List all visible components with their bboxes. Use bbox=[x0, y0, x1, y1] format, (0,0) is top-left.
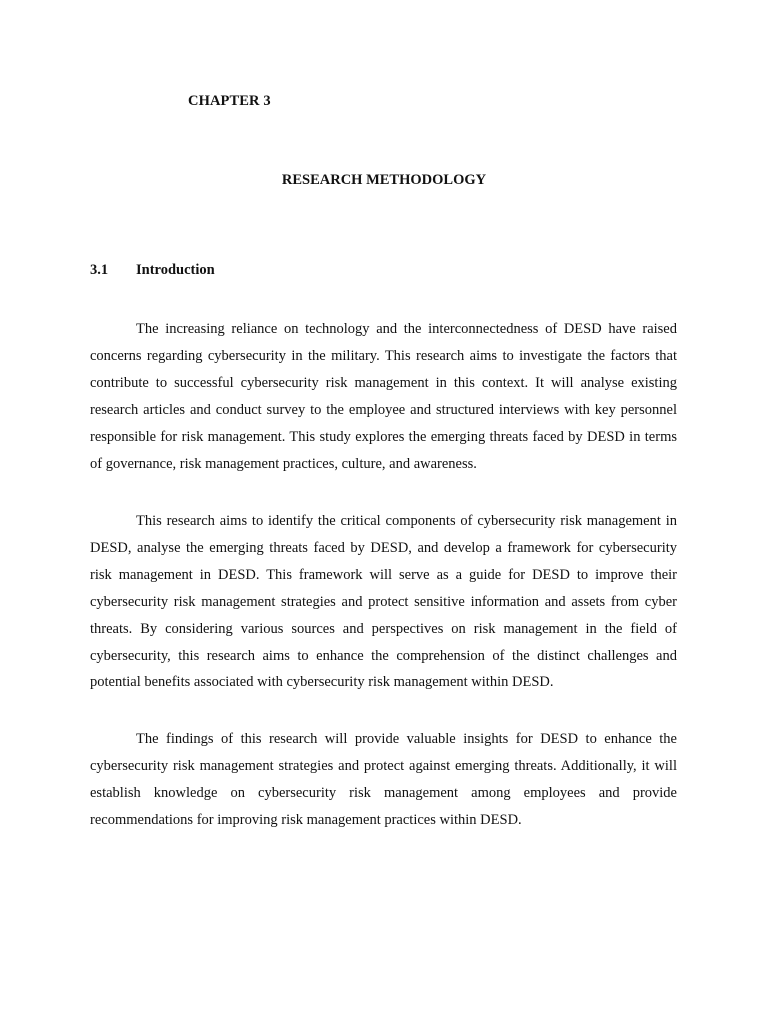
paragraph-1: The increasing reliance on technology and the interconnectedness of DESD have raised concerns regarding cybersecurity in the military. This research aims to investigate the factors that contribute to successful cybersecurity risk management in this context. It will analyse existing research articles and conduct survey to the employee and structured interviews with key personnel responsible for risk management. This study explores the emerging threats faced by DESD in terms of governance, risk management practices, culture, and awareness. bbox=[90, 321, 677, 472]
chapter-label: CHAPTER 3 bbox=[188, 93, 271, 109]
chapter-title: RESEARCH METHODOLOGY bbox=[281, 172, 487, 188]
paragraph-2: This research aims to identify the critical components of cybersecurity risk management in DESD, analyse the emerging threats faced by DESD, and develop a framework for cybersecurity risk management in DESD. This framework will serve as a guide for DESD to improve their cybersecurity risk management strategies and protect sensitive information and assets from cyber threats. By considering various sources and perspectives on risk management in the field of cybersecurity, this research aims to enhance the comprehension of the distinct challenges and potential benefits associated with cybersecurity risk management within DESD. bbox=[90, 513, 677, 691]
paragraph-3: The findings of this research will provide valuable insights for DESD to enhance the cybersecurity risk management strategies and protect against emerging threats. Additionally, it will establish knowledge on cybersecurity risk management among employees and provide recommendations for improving risk management practices within DESD. bbox=[90, 731, 677, 828]
section-heading bbox=[90, 262, 215, 279]
section-title: Introduction bbox=[136, 262, 215, 278]
section-number: 3.1 bbox=[90, 262, 109, 278]
